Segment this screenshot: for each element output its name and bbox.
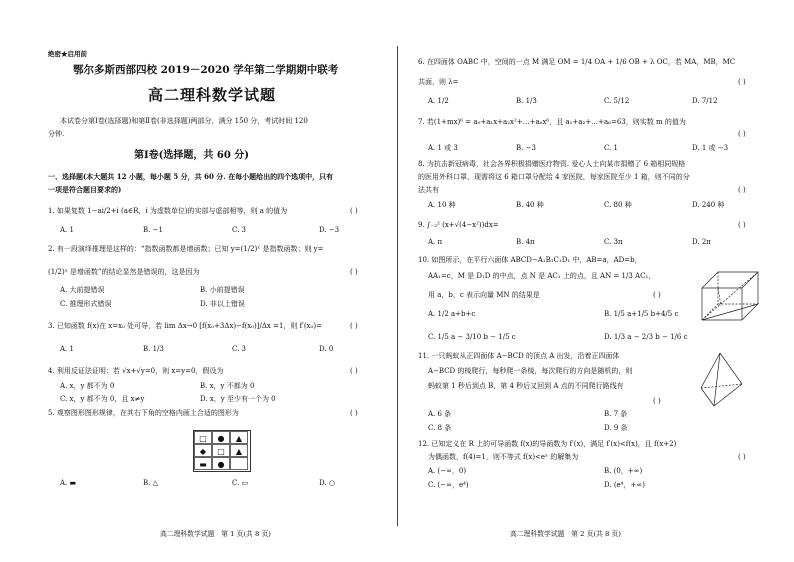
q12-stem-1: 12. 已知定义在 R 上的可导函数 f(x)的导函数为 f′(x)，满足 f′(x)<f(x)，且 f(x+2) <box>418 440 677 448</box>
grid-cell: □ <box>212 444 230 457</box>
q8-option-a: A. 10 种 <box>428 201 456 209</box>
section-heading: 第Ⅰ卷(选择题，共 60 分) <box>134 150 250 161</box>
q11-stem-3: 蚂蚁第 1 秒后到点 B，第 4 秒后又回到 A 点的不同爬行路线有 <box>428 382 624 390</box>
q9-option-a: A. π <box>428 238 443 246</box>
q6-option-a: A. 1/2 <box>428 97 449 105</box>
q11-stem-1: 11. 一只蚂蚁从正四面体 A−BCD 的顶点 A 出发，沿着正四面体 <box>418 352 620 360</box>
q9-option-c: C. 3π <box>604 238 623 246</box>
q2-option-a: A. 大前提错误 <box>60 286 105 294</box>
q11-answer-paren: ( ) <box>653 397 661 405</box>
grid-cell: ◆ <box>194 444 212 457</box>
q11-option-d: D. 9 条 <box>604 424 628 432</box>
grid-cell: ▲ <box>230 431 248 444</box>
grid-cell: ▲ <box>230 444 248 457</box>
q1-option-b: B. −1 <box>143 226 163 234</box>
page-footer: 高二理科数学试题 第 1 页(共 8 页) <box>160 530 271 538</box>
q9-option-b: B. 4π <box>516 238 535 246</box>
q8-stem-2: 的医用外科口罩，现需将这 6 箱口罩分配给 4 家医院，每家医院至少 1 箱，则不同的分 <box>418 173 690 181</box>
q2-stem-1: 2. 有一段演绎推理是这样的：“指数函数都是增函数；已知 y=(1/2)ˣ 是指数函数；则 y= <box>48 245 324 253</box>
q7-answer-paren: ( ) <box>738 130 746 138</box>
intro-line-1: 本试卷分第Ⅰ卷(选择题)和第Ⅱ卷(非选择题)两部分，满分 150 分，考试时间 120 <box>60 117 308 125</box>
q1-option-c: C. 3 <box>232 226 247 234</box>
q9-option-d: D. 2π <box>692 238 711 246</box>
q3-option-d: D. 0 <box>319 345 334 353</box>
grid-cell: □ <box>194 431 212 444</box>
q9-answer-paren: ( ) <box>738 221 746 229</box>
q5-option-c: C. ▭ <box>232 479 249 487</box>
q5-option-a: A. ▬ <box>60 479 77 487</box>
q4-option-c: C. x，y 都不为 0，且 x≠y <box>60 395 145 403</box>
q1-answer-paren: ( ) <box>350 207 358 215</box>
q2-option-b: B. 小前提错误 <box>200 286 245 294</box>
q7-option-d: D. 1 或 −3 <box>692 144 729 152</box>
q6-stem-1: 6. 在四面体 OABC 中，空间的一点 M 满足 OM = 1/4 OA + 1/6 OB + λ OC，若 MA，MB，MC <box>418 58 736 66</box>
q12-answer-paren: ( ) <box>738 453 746 461</box>
confidential-label: 绝密★启用前 <box>48 50 87 58</box>
q6-option-c: C. 5/12 <box>604 97 630 105</box>
q8-option-d: D. 240 种 <box>692 201 725 209</box>
q10-option-a: A. 1/2 a+b+c <box>428 310 476 318</box>
q6-answer-paren: ( ) <box>738 78 746 86</box>
q11-option-a: A. 6 条 <box>428 410 452 418</box>
q12-stem-2: 为偶函数，f(4)=1，则不等式 f(x)<eˣ 的解集为 <box>428 453 579 461</box>
q12-option-c: C. (−∞，e⁴) <box>428 481 469 489</box>
q7-stem: 7. 若(1+mx)⁶ = a₀+a₁x+a₂x²+…+a₆x⁶，且 a₁+a₂+…+a₆=63，则实数 m 的值为 <box>418 118 686 126</box>
q6-stem-2: 共面，则 λ= <box>418 78 459 86</box>
q1-option-d: D. −3 <box>319 226 340 234</box>
q10-stem-3: 用 a，b，c 表示向量 MN 的结果是 <box>428 291 540 299</box>
q5-answer-paren: ( ) <box>350 409 358 417</box>
q3-option-a: A. 1 <box>60 345 74 353</box>
q7-option-a: A. 1 或 3 <box>428 144 458 152</box>
q5-option-b: B. △ <box>143 479 158 487</box>
q7-option-c: C. 1 <box>604 144 619 152</box>
q6-option-b: B. 1/3 <box>516 97 537 105</box>
page-footer: 高二理科数学试题 第 2 页(共 8 页) <box>510 530 621 538</box>
school-title: 鄂尔多斯西部四校 2019－2020 学年第二学期期中联考 <box>73 64 339 76</box>
q8-answer-paren: ( ) <box>738 186 746 194</box>
q11-stem-2: A−BCD 的棱爬行，每秒爬一条棱，每次爬行的方向是随机的，则 <box>428 367 633 375</box>
part-heading-1: 一、选择题(本大题共 12 小题，每小题 5 分，共 60 分. 在每小题给出的四个选项中，只有 <box>48 172 334 181</box>
q8-option-b: B. 40 种 <box>516 201 544 209</box>
q5-stem: 5. 观察图形图形规律，在其右下角的空格内画上合适的图形为 <box>48 409 239 417</box>
q8-option-c: C. 80 种 <box>604 201 632 209</box>
q3-option-c: C. 3 <box>232 345 247 353</box>
q12-option-d: D. (e⁴，+∞) <box>604 481 645 489</box>
grid-cell: ● <box>212 431 230 444</box>
q10-answer-paren: ( ) <box>653 291 661 299</box>
q10-option-b: B. 1/5 a+1/5 b+4/5 c <box>604 310 679 318</box>
intro-line-2: 分钟. <box>48 130 65 138</box>
grid-cell-empty <box>230 457 248 470</box>
q10-stem-2: AA₁=c，M 是 D₁D 的中点，点 N 是 AC₁ 上的点，且 AN = 1/3 AC₁， <box>428 272 656 280</box>
q5-option-d: D. ○ <box>319 479 335 487</box>
q10-option-d: D. 1/3 a − 2/3 b − 1/6 c <box>604 333 688 341</box>
grid-cell: ● <box>212 457 230 470</box>
q1-option-a: A. 1 <box>60 226 74 234</box>
q12-option-a: A. (−∞，0) <box>428 467 467 475</box>
q5-pattern-grid <box>193 430 251 472</box>
q4-option-d: D. x，y 至少有一个为 0 <box>200 395 276 403</box>
q1-stem: 1. 如果复数 1−ai/2+i (a∈R，i 为虚数单位)的实部与虚部相等，则 a 的值为 <box>48 207 288 215</box>
q6-option-d: D. 7/12 <box>692 97 718 105</box>
q10-option-c: C. 1/5 a − 3/10 b − 1/5 c <box>428 333 516 341</box>
q4-option-a: A. x，y 都不为 0 <box>60 382 115 390</box>
part-heading-2: 一项是符合题目要求的) <box>48 185 122 194</box>
exam-title: 高二理科数学试题 <box>148 86 277 104</box>
q12-option-b: B. (0，+∞) <box>604 467 643 475</box>
q2-stem-2: (1/2)ˣ 是增函数”的结论显然是错误的，这是因为 <box>48 268 200 276</box>
q2-option-d: D. 非以上错误 <box>200 300 245 308</box>
q4-option-b: B. x，y 不都为 0 <box>200 382 255 390</box>
q4-answer-paren: ( ) <box>350 367 358 375</box>
tetrahedron-figure <box>698 350 746 412</box>
q3-answer-paren: ( ) <box>350 322 358 330</box>
grid-cell: ▬ <box>194 457 212 470</box>
q11-option-c: C. 8 条 <box>428 424 452 432</box>
q9-stem: 9. ∫₋₂² (x+√(4−x²))dx= <box>418 221 499 229</box>
q8-stem-1: 8. 为抗击新冠病毒，社会各界积极捐赠医疗物资. 爱心人士向某市捐赠了 6 箱相同规格 <box>418 160 686 168</box>
right-page <box>398 0 794 562</box>
q2-option-c: C. 推理形式错误 <box>60 300 112 308</box>
q8-stem-3: 法共有 <box>418 186 439 194</box>
parallelepiped-figure <box>698 258 770 324</box>
q11-option-b: B. 7 条 <box>604 410 628 418</box>
q3-option-b: B. 1/3 <box>143 345 164 353</box>
q2-answer-paren: ( ) <box>350 268 358 276</box>
q4-stem: 4. 利用反证法证明：若 √x+√y=0，则 x=y=0，假设为 <box>48 367 224 375</box>
q10-stem-1: 10. 如图所示，在平行六面体 ABCD−A₁B₁C₁D₁ 中，AB=a，AD=b， <box>418 256 642 264</box>
q7-option-b: B. −3 <box>516 144 536 152</box>
q3-stem: 3. 已知函数 f(x)在 x=x₀ 处可导，若 lim Δx→0 [f(x₀+3Δx)−f(x₀)]/Δx =1，则 f′(x₀)= <box>48 322 322 330</box>
